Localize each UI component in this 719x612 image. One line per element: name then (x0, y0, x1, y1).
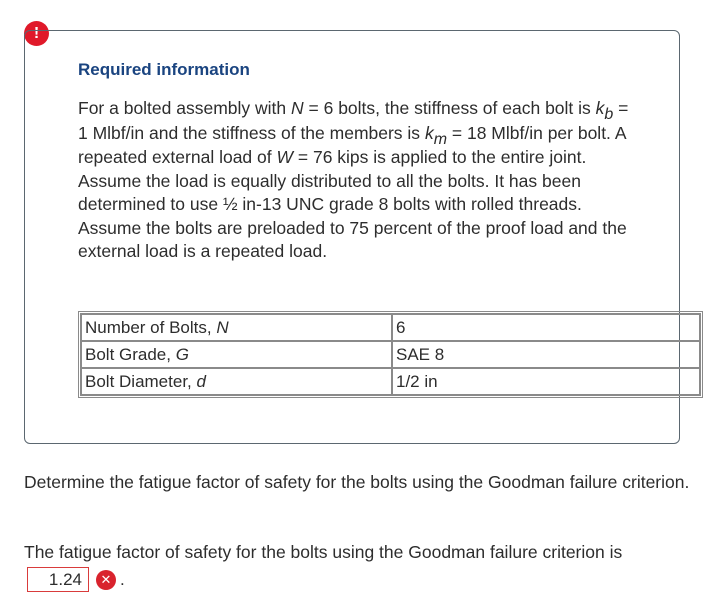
incorrect-x-icon: ✕ (96, 570, 116, 590)
answer-input[interactable]: 1.24 (27, 567, 89, 592)
table-cell-label: Bolt Diameter, d (81, 368, 392, 395)
table-cell-value: 6 (392, 314, 700, 341)
table-row (81, 314, 700, 341)
answer-prompt: The fatigue factor of safety for the bolts using the Goodman failure criterion is (24, 542, 623, 562)
table-row (81, 368, 700, 395)
required-information-title: Required information (78, 60, 250, 79)
table-cell-value: SAE 8 (392, 341, 700, 368)
bolt-parameters-table (78, 311, 703, 398)
problem-statement: For a bolted assembly with N = 6 bolts, the stiffness of each bolt is kb = 1 Mlbf/in and the stiffness of the members is km = 18 Mlbf/in per bolt. A repeated external load of W = 76 kips is applied to the entire joint. Assume the load is equally distributed to all the bolts. It has been determined to use ½ in-13 UNC grade 8 bolts with rolled threads. Assume the bolts are preloaded to 75 percent of the proof load and the external load is a repeated load. (78, 98, 629, 261)
answer-period: . (120, 570, 125, 589)
table-cell-value: 1/2 in (392, 368, 700, 395)
table-cell-label: Bolt Grade, G (81, 341, 392, 368)
table-row (81, 341, 700, 368)
question-text: Determine the fatigue factor of safety for the bolts using the Goodman failure criterion. (24, 472, 690, 492)
alert-icon: ! (24, 21, 49, 46)
table-cell-label: Number of Bolts, N (81, 314, 392, 341)
